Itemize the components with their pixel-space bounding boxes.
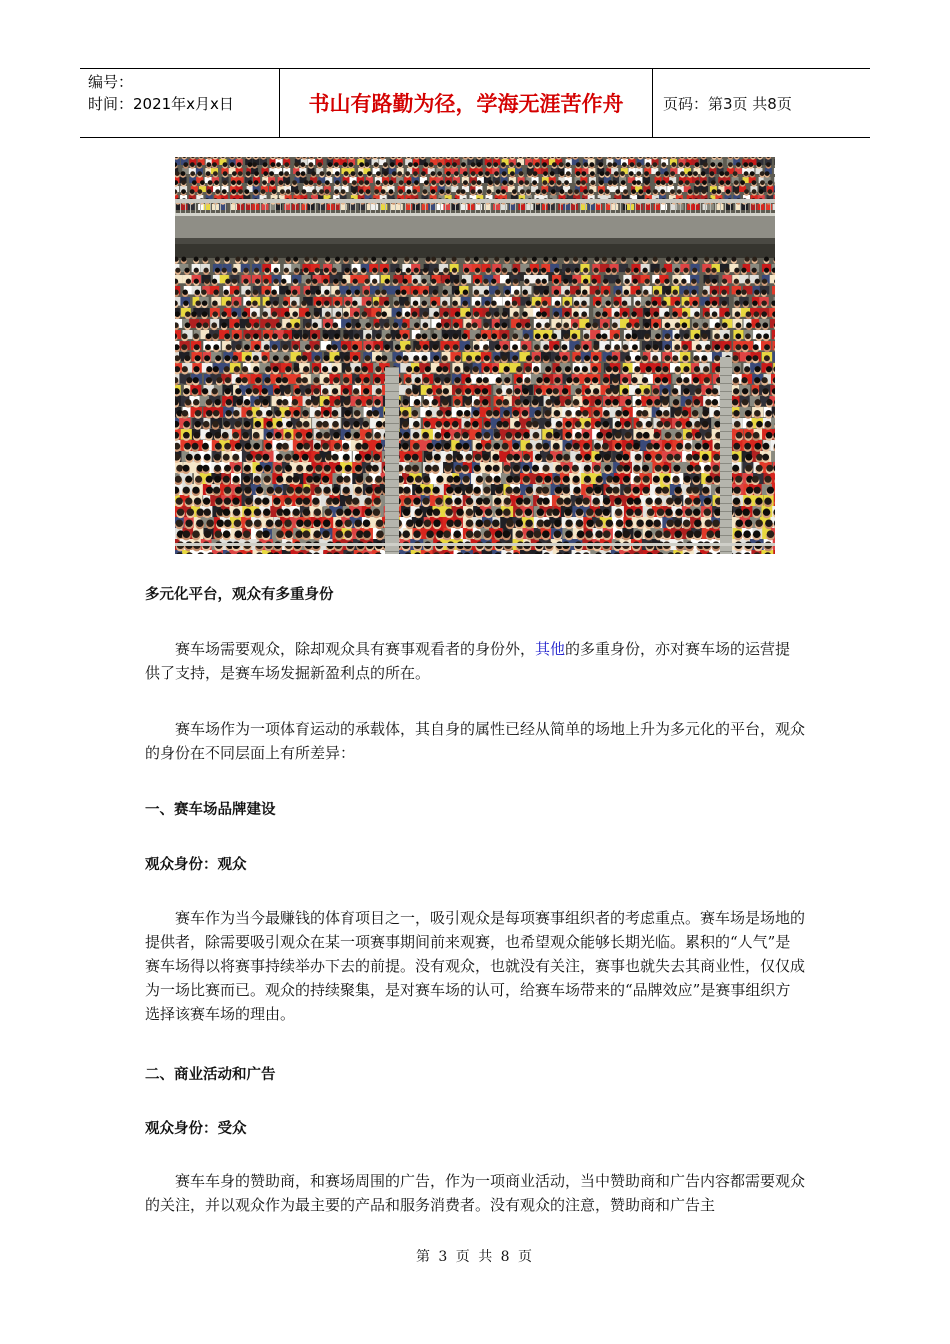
paragraph-1-part-a: 赛车场需要观众，除却观众具有赛事观看者的身份外， xyxy=(175,640,536,658)
paragraph-3: 赛车作为当今最赚钱的体育项目之一，吸引观众是每项赛事组织者的考虑重点。赛车场是场地的提供者，除需要吸引观众在某一项赛事期间前来观赛，也希望观众能够长期光临。累积的“人气”是赛车场得以将赛事持续举办下去的前提。没有观众，也就没有关注，赛事也就失去其商业性，仅仅成为一场比赛而已。观众的持续聚集，是对赛车场的认可，给赛车场带来的“品牌效应”是赛事组织方选择该赛车场的理由。 xyxy=(145,909,806,1023)
section-title: 多元化平台，观众有多重身份 xyxy=(145,587,334,603)
heading-1: 一、赛车场品牌建设 xyxy=(145,802,276,818)
heading-2: 二、商业活动和广告 xyxy=(145,1067,276,1083)
document-header xyxy=(80,68,870,138)
crowd-photo xyxy=(175,157,775,554)
role-2: 观众身份：受众 xyxy=(145,1121,247,1137)
number-label: 编号： xyxy=(88,73,134,91)
role-1: 观众身份：观众 xyxy=(145,857,247,873)
paragraph-1 xyxy=(145,637,805,685)
time-label: 时间：2021年x月x日 xyxy=(88,95,234,113)
header-motto-cell xyxy=(280,69,653,137)
header-page-info: 页码：第3页 共8页 xyxy=(663,94,792,113)
paragraph-1-part-b: 的多重身份，亦对赛车场的运营提供了支持，是赛车场发掘新盈利点的所在。 xyxy=(145,640,791,682)
link-other[interactable]: 其他 xyxy=(535,640,566,658)
header-meta xyxy=(80,69,280,137)
paragraph-2: 赛车场作为一项体育运动的承载体，其自身的属性已经从简单的场地上升为多元化的平台，观众的身份在不同层面上有所差异： xyxy=(145,720,806,762)
header-motto: 书山有路勤为径，学海无涯苦作舟 xyxy=(308,92,624,116)
page-footer: 第 3 页 共 8 页 xyxy=(415,1249,535,1265)
crowd-photo-icon xyxy=(175,157,775,554)
paragraph-4: 赛车车身的赞助商，和赛场周围的广告，作为一项商业活动，当中赞助商和广告内容都需要观众的关注，并以观众作为最主要的产品和服务消费者。没有观众的注意，赞助商和广告主 xyxy=(145,1172,806,1214)
